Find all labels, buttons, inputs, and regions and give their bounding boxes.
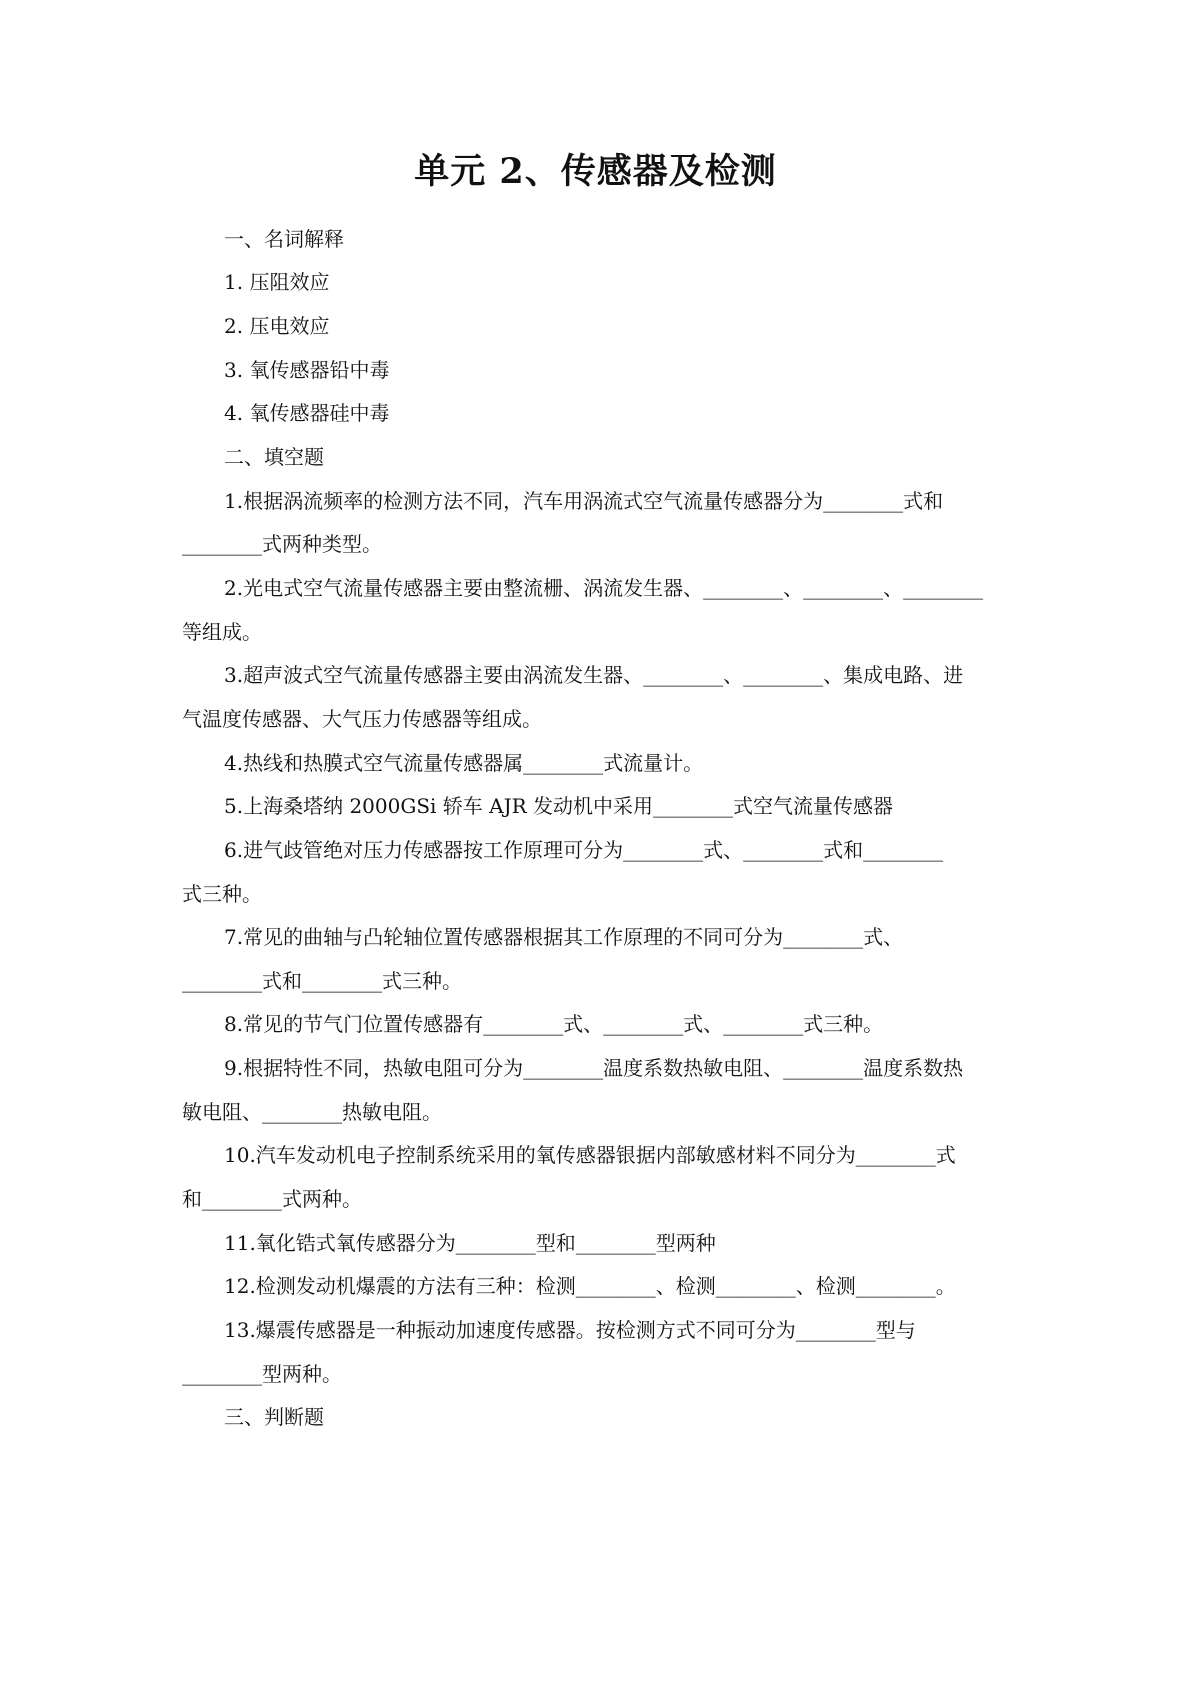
question-6-line-1: 6.进气歧管绝对压力传感器按工作原理可分为________式、________式和________: [224, 838, 944, 862]
question-2-line-1: 2.光电式空气流量传感器主要由整流栅、涡流发生器、________、________、________: [224, 576, 984, 600]
question-10-line-1: 10.汽车发动机电子控制系统采用的氧传感器银据内部敏感材料不同分为________式: [224, 1143, 956, 1167]
question-2-line-2: 等组成。: [182, 620, 262, 644]
question-13-line-1: 13.爆震传感器是一种振动加速度传感器。按检测方式不同可分为________型与: [224, 1318, 916, 1342]
section-heading-fill-blank: 二、填空题: [224, 445, 324, 469]
page-title: 单元 2、传感器及检测: [414, 151, 777, 192]
question-1-line-2: ________式两种类型。: [182, 532, 382, 556]
definition-item: 3. 氧传感器铅中毒: [224, 358, 390, 382]
question-5: 5.上海桑塔纳 2000GSi 轿车 AJR 发动机中采用________式空气流量传感器: [224, 794, 894, 818]
definition-item: 4. 氧传感器硅中毒: [224, 401, 390, 425]
section-heading-definitions: 一、名词解释: [224, 227, 344, 251]
question-3-line-2: 气温度传感器、大气压力传感器等组成。: [182, 707, 542, 731]
question-9-line-2: 敏电阻、________热敏电阻。: [182, 1100, 442, 1124]
question-13-line-2: ________型两种。: [182, 1362, 342, 1386]
section-heading-true-false: 三、判断题: [224, 1405, 324, 1429]
question-6-line-2: 式三种。: [182, 882, 262, 906]
question-9-line-1: 9.根据特性不同，热敏电阻可分为________温度系数热敏电阻、________温度系数热: [224, 1056, 964, 1080]
definition-item: 1. 压阻效应: [224, 270, 330, 294]
question-11: 11.氧化锆式氧传感器分为________型和________型两种: [224, 1231, 716, 1255]
question-7-line-2: ________式和________式三种。: [182, 969, 462, 993]
question-3-line-1: 3.超声波式空气流量传感器主要由涡流发生器、________、________、集成电路、进: [224, 663, 964, 687]
question-10-line-2: 和________式两种。: [182, 1187, 362, 1211]
question-1-line-1: 1.根据涡流频率的检测方法不同，汽车用涡流式空气流量传感器分为________式和: [224, 489, 944, 513]
question-12: 12.检测发动机爆震的方法有三种：检测________、检测________、检测________。: [224, 1274, 956, 1298]
question-7-line-1: 7.常见的曲轴与凸轮轴位置传感器根据其工作原理的不同可分为________式、: [224, 925, 904, 949]
definition-item: 2. 压电效应: [224, 314, 330, 338]
question-4: 4.热线和热膜式空气流量传感器属________式流量计。: [224, 751, 704, 775]
question-8: 8.常见的节气门位置传感器有________式、________式、________式三种。: [224, 1012, 884, 1036]
